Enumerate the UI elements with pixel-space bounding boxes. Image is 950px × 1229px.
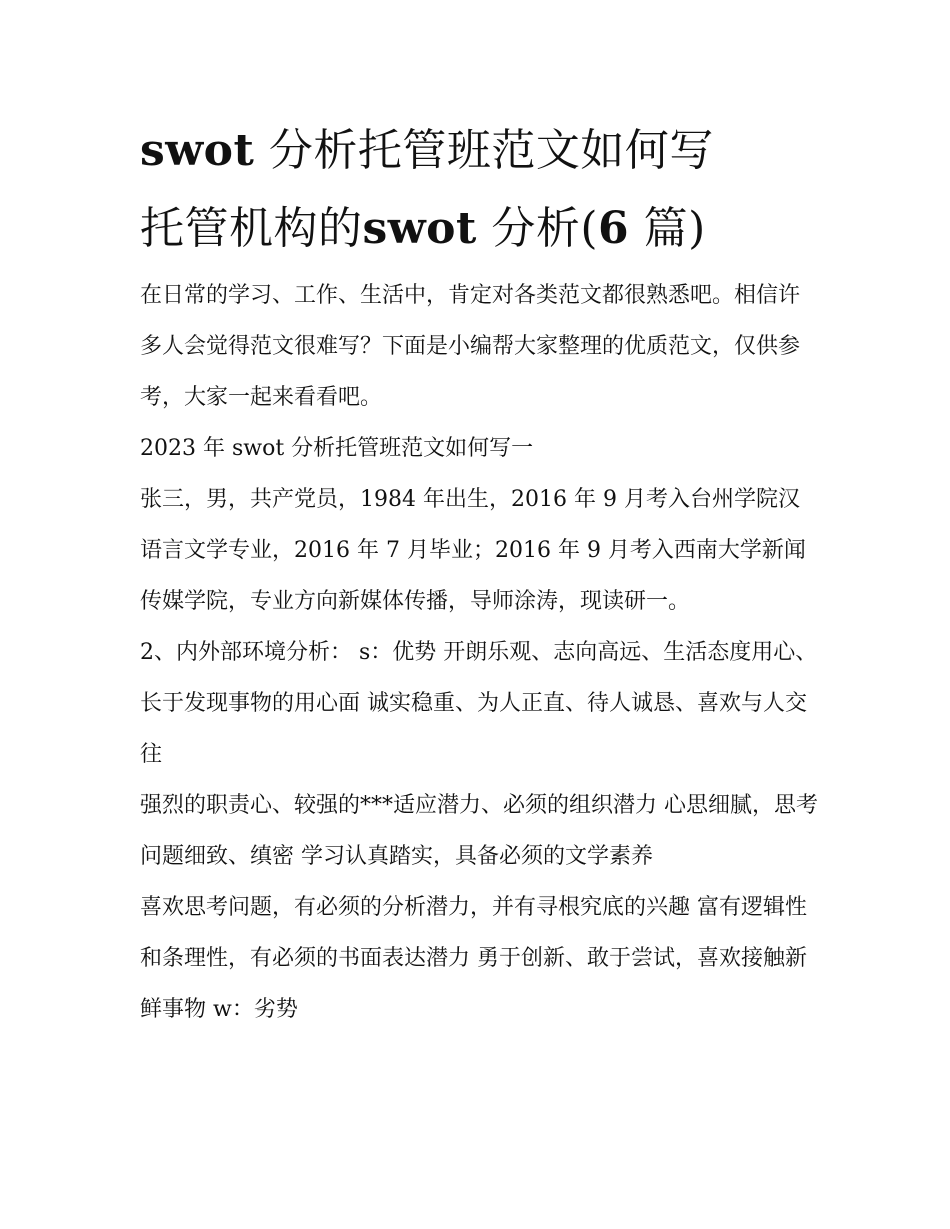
- title-segment: swot: [362, 203, 477, 254]
- paragraph: 喜欢思考问题，有必须的分析潜力，并有寻根究底的兴趣 富有逻辑性和条理性，有必须的书面表达潜力 勇于创新、敢于尝试，喜欢接触新鲜事物 w：劣势: [140, 895, 807, 1022]
- title-segment: 6: [597, 203, 630, 254]
- title-segment: 篇): [629, 203, 706, 254]
- document-title: [140, 0, 820, 268]
- title-segment: 托管机构的: [140, 203, 363, 254]
- document-page: [140, 0, 820, 1035]
- paragraph: 2、内外部环境分析： s：优势 开朗乐观、志向高远、生活态度用心、长于发现事物的用心面 诚实稳重、为人正直、待人诚恳、喜欢与人交往: [140, 640, 818, 767]
- paragraph: 张三，男，共产党员，1984 年出生，2016 年 9 月考入台州学院汉语言文学专业，2016 年 7 月毕业；2016 年 9 月考入西南大学新闻传媒学院，专业方向新媒体传播，导师涂涛，现读研一。: [140, 487, 806, 614]
- section-heading: 2023 年 swot 分析托管班范文如何写一: [140, 436, 534, 461]
- title-segment: 分析托管班范文如何写: [254, 125, 714, 176]
- document-body: [140, 270, 820, 1035]
- paragraph: 强烈的职责心、较强的***适应潜力、必须的组织潜力 心思细腻，思考问题细致、缜密 学习认真踏实，具备必须的文学素养: [140, 793, 818, 869]
- title-segment: 分析(: [476, 203, 598, 254]
- title-segment: swot: [140, 125, 255, 176]
- intro-paragraph: 在日常的学习、工作、生活中，肯定对各类范文都很熟悉吧。相信许多人会觉得范文很难写？下面是小编帮大家整理的优质范文，仅供参考，大家一起来看看吧。: [140, 283, 801, 410]
